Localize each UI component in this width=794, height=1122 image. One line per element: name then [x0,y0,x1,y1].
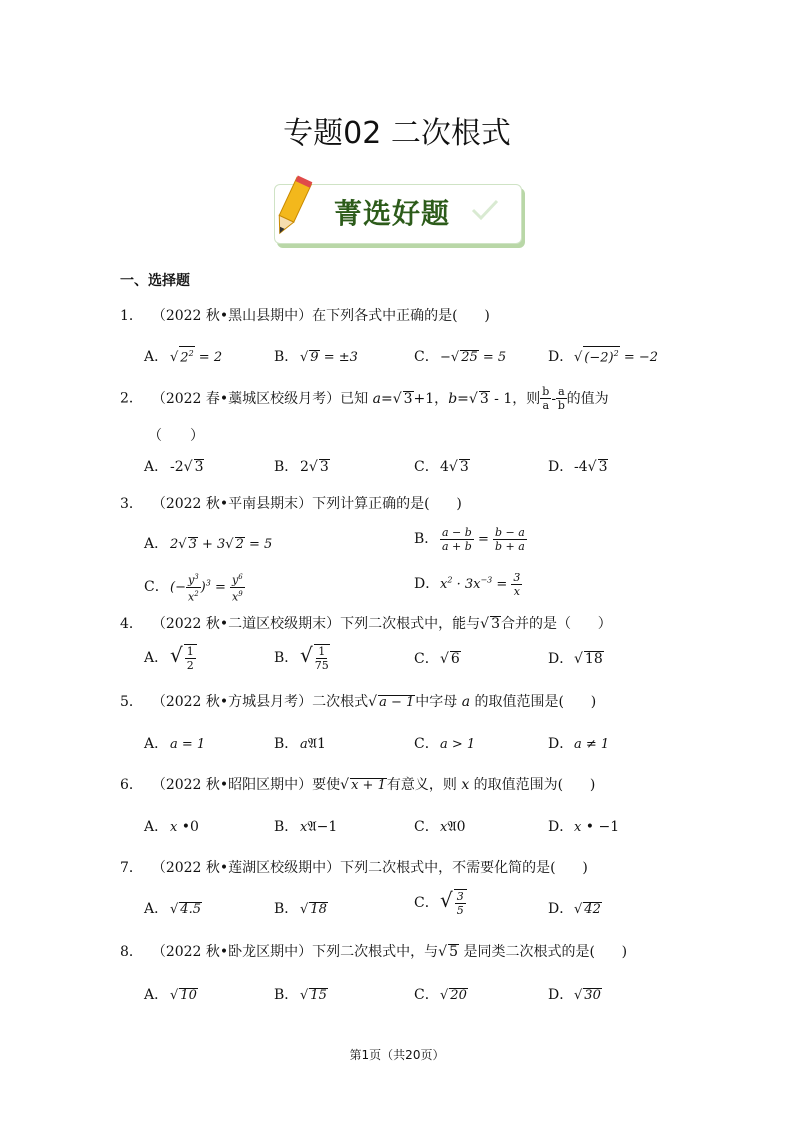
option-2c: C．4√ 3 [414,459,469,475]
option-4c: C．√ 6 [414,651,460,667]
option-5d: D．a ≠ 1 [548,736,610,752]
page-title: 专题02 二次根式 [283,116,511,151]
question-5: 5． （2022 秋•方城县月考）二次根式√ a − 1中字母 a 的取值范围是( ) [120,694,597,710]
option-2b: B． 2√ 3 [274,459,329,475]
option-3d: D．$x^2 \cdot 3x^{-3}$ = $\frac{3}{x}$ [414,571,521,598]
option-7d: D．√ 42 [548,901,601,917]
option-1d: D．√ $(-2)^2 = -2$ [548,346,658,366]
question-6: 6． （2022 秋•昭阳区期中）要使√ x + 1有意义，则 x 的取值范围为( ) [120,777,596,793]
question-8: 8． （2022 秋•卧龙区期中）下列二次根式中，与√ 5 是同类二次根式的是( ) [120,944,628,960]
option-1a: A． √ $2^2 = 2$ [144,346,222,366]
option-4d: D．√ 18 [548,651,603,667]
option-5b: B． a𝔄1 [274,736,326,752]
option-1c: C．−√ 25 = 5 [414,349,507,365]
banner [270,178,522,246]
option-8d: D．√ 30 [548,987,601,1003]
option-2d: D．-4√ 3 [548,459,608,475]
option-6a: A． x •0 [144,819,199,835]
option-7a: A． √ 4.5 [144,901,201,917]
option-5c: C．a > 1 [414,736,476,752]
option-7c: C．√ $\frac{3}{5}$ [414,888,467,917]
question-1 [120,305,490,325]
question-4: 4． （2022 秋•二道区校级期末）下列二次根式中，能与√ 3合并的是（ ） [120,616,612,632]
banner-label: 菁选好题 [334,197,451,230]
option-8c: C．√ 20 [414,987,467,1003]
option-3b: B． $\frac{a - b}{a + b}$ = $\frac{b - a}{b + a}$ [414,526,525,553]
question-3: 3． （2022 秋•平南县期末）下列计算正确的是( ) [120,496,462,512]
page-footer: 第1页（共20页） [349,1048,445,1062]
option-4b: B．√ $\frac{1}{75}$ [274,643,329,672]
option-6b: B． x𝔄−1 [274,819,338,835]
section-heading: 一、选择题 [120,273,190,289]
option-8b: B． √ 15 [274,987,327,1003]
option-2a: A． -2√ 3 [144,459,204,475]
option-6d: D．x • −1 [548,819,620,835]
option-3a: A． 2√ 3 + 3√ 2 = 5 [144,536,273,552]
option-3c: C．(− $\frac{y^3}{x^2}$ )$^3$ = $\frac{y^6}{x^9}$ [144,573,243,604]
option-4a: A．√ $\frac{1}{2}$ [144,643,197,672]
option-6c: C．x𝔄0 [414,819,466,835]
option-8a: A． √ 10 [144,987,197,1003]
question-7: 7． （2022 秋•莲湖区校级期中）下列二次根式中，不需要化简的是( ) [120,860,588,876]
question-2: 2． （2022 春•藁城区校级月考）已知 a=√ 3+1，b=√ 3 - 1，则 $\frac{b}{a}$ - $\frac{a}{b}$ 的值为 [120,385,609,412]
question-number: 1． [120,308,143,324]
question-text: （2022 秋•黑山县期中）在下列各式中正确的是( ) [142,308,490,324]
option-1b: B． √ 9 = ±3 [274,349,358,365]
question-2-paren: （ ） [148,428,204,444]
option-7b: B． √ 18 [274,901,327,917]
pencil-icon [270,174,314,240]
option-5a: A． a = 1 [144,736,206,752]
check-icon [470,198,500,222]
